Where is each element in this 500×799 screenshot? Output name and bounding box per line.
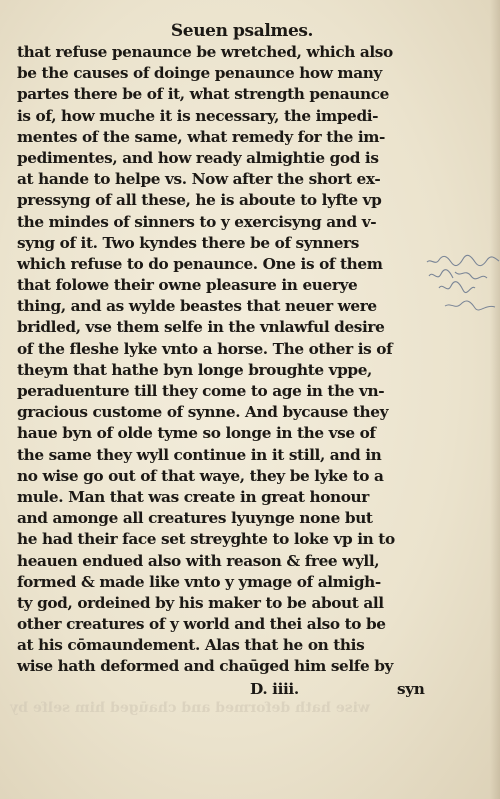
text-line: and amonge all creatures lyuynge none but [17,509,373,528]
text-line: theym that hathe byn longe broughte vppe, [17,360,372,379]
signature-mark: D. iiii. [250,679,299,698]
bleed-through-text: wise hath deformed and chaūged him selfe by [10,700,370,716]
text-line: bridled, vse them selfe in the vnlawful desire [17,318,385,337]
text-line: ty god, ordeined by his maker to be about all [17,593,384,612]
text-line: at his cōmaundement. Alas that he on this [17,636,365,655]
text-line: no wise go out of that waye, they be lyke to a [17,466,384,485]
page-edge-shadow [490,0,500,799]
marginalia-scribble [425,248,500,318]
text-line: other creatures of y world and thei also to be [17,615,386,634]
text-line: mentes of the same, what remedy for the im- [17,127,385,146]
text-line: thing, and as wylde beastes that neuer were [17,297,377,316]
text-line: he had their face set streyghte to loke vp in to [17,530,395,549]
running-head: Seuen psalmes. [170,21,314,41]
text-line: gracious custome of synne. And bycause they [17,403,389,422]
text-line: peraduenture till they come to age in the vn- [17,382,385,400]
text-line: the same they wyll continue in it still, and in [17,445,382,464]
catchword: syn [397,679,425,698]
text-line: the mindes of sinners to y exercisyng and v- [17,212,377,231]
page-footer [17,678,437,700]
text-line: wise hath deformed and chaūged him selfe by [17,657,394,676]
text-line: mule. Man that was create in great honour [17,487,369,506]
body-text [17,42,437,678]
text-line: haue byn of olde tyme so longe in the vse of [17,424,376,443]
text-line: heauen endued also with reason & free wyll, [17,551,380,570]
text-line: syng of it. Two kyndes there be of synners [17,233,359,252]
handwritten-marginalia [425,248,500,318]
text-line: of the fleshe lyke vnto a horse. The other is of [17,339,393,358]
text-line: that folowe their owne pleasure in euerye [17,276,358,295]
text-line: pressyng of all these, he is aboute to lyfte vp [17,191,382,210]
text-line: pedimentes, and how ready almightie god is [17,148,379,167]
text-block [17,20,437,700]
text-line: that refuse penaunce be wretched, which also [17,43,393,61]
text-line: partes there be of it, what strength penaunce [17,85,389,104]
text-line: be the causes of doinge penaunce how many [17,64,382,83]
text-line: formed & made like vnto y ymage of almigh- [17,572,381,591]
text-line: which refuse to do penaunce. One is of them [17,254,383,273]
text-line: is of, how muche it is necessary, the impedi- [17,106,379,125]
text-line: at hande to helpe vs. Now after the short ex- [17,170,381,189]
